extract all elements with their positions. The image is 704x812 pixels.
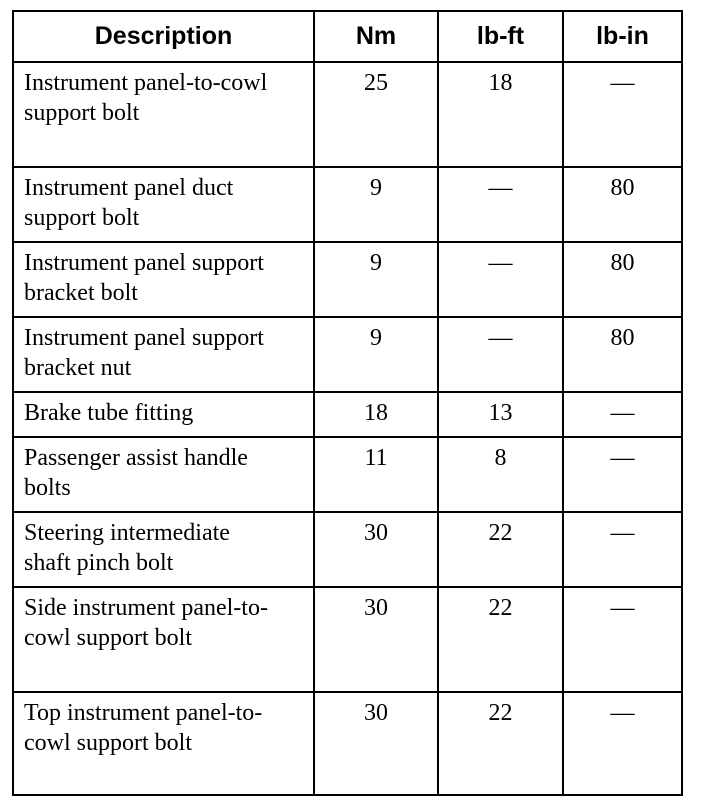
cell-description bbox=[13, 437, 314, 512]
header-lb-ft: lb-ft bbox=[438, 11, 563, 62]
cell-nm: 9 bbox=[314, 167, 438, 242]
cell-nm: 30 bbox=[314, 512, 438, 587]
cell-nm: 9 bbox=[314, 242, 438, 317]
cell-nm: 9 bbox=[314, 317, 438, 392]
cell-description bbox=[13, 392, 314, 437]
table-row bbox=[13, 392, 682, 437]
description-text: Instrument panel-to-cowl support bolt bbox=[24, 70, 268, 126]
header-lb-in: lb-in bbox=[563, 11, 682, 62]
cell-lb-in: — bbox=[563, 392, 682, 437]
cell-description bbox=[13, 317, 314, 392]
cell-lb-in: 80 bbox=[563, 167, 682, 242]
cell-lb-in: 80 bbox=[563, 242, 682, 317]
cell-nm: 18 bbox=[314, 392, 438, 437]
header-description: Description bbox=[13, 11, 314, 62]
header-nm: Nm bbox=[314, 11, 438, 62]
table-row bbox=[13, 167, 682, 242]
table-header-row bbox=[13, 11, 682, 62]
cell-description bbox=[13, 167, 314, 242]
cell-nm: 30 bbox=[314, 587, 438, 692]
table-row bbox=[13, 62, 682, 167]
cell-lb-in: — bbox=[563, 692, 682, 795]
cell-nm: 11 bbox=[314, 437, 438, 512]
cell-description bbox=[13, 692, 314, 795]
cell-lb-ft: 22 bbox=[438, 512, 563, 587]
table-row bbox=[13, 242, 682, 317]
description-text: Instrument panel support bracket nut bbox=[24, 325, 264, 381]
cell-description bbox=[13, 587, 314, 692]
cell-lb-ft: — bbox=[438, 317, 563, 392]
torque-spec-table bbox=[12, 10, 683, 796]
cell-lb-ft: 22 bbox=[438, 692, 563, 795]
table-row bbox=[13, 317, 682, 392]
cell-description bbox=[13, 512, 314, 587]
cell-lb-ft: 22 bbox=[438, 587, 563, 692]
table-row bbox=[13, 512, 682, 587]
description-text: Steering intermediate shaft pinch bolt bbox=[24, 520, 230, 576]
cell-nm: 25 bbox=[314, 62, 438, 167]
cell-lb-ft: 18 bbox=[438, 62, 563, 167]
table-row bbox=[13, 692, 682, 795]
cell-lb-ft: 8 bbox=[438, 437, 563, 512]
description-text: Brake tube fitting bbox=[24, 400, 194, 426]
description-text: Side instrument panel-to-cowl support bolt bbox=[24, 595, 268, 651]
cell-lb-in: — bbox=[563, 437, 682, 512]
cell-lb-in: — bbox=[563, 62, 682, 167]
description-text: Top instrument panel-to-cowl support bolt bbox=[24, 700, 263, 756]
description-text: Instrument panel duct support bolt bbox=[24, 175, 234, 231]
cell-description bbox=[13, 242, 314, 317]
torque-spec-table-container bbox=[12, 10, 683, 796]
cell-lb-ft: — bbox=[438, 242, 563, 317]
table-row bbox=[13, 437, 682, 512]
table-row bbox=[13, 587, 682, 692]
cell-nm: 30 bbox=[314, 692, 438, 795]
cell-lb-ft: 13 bbox=[438, 392, 563, 437]
cell-description bbox=[13, 62, 314, 167]
cell-lb-ft: — bbox=[438, 167, 563, 242]
cell-lb-in: 80 bbox=[563, 317, 682, 392]
description-text: Passenger assist handle bolts bbox=[24, 445, 248, 501]
cell-lb-in: — bbox=[563, 587, 682, 692]
description-text: Instrument panel support bracket bolt bbox=[24, 250, 264, 306]
cell-lb-in: — bbox=[563, 512, 682, 587]
